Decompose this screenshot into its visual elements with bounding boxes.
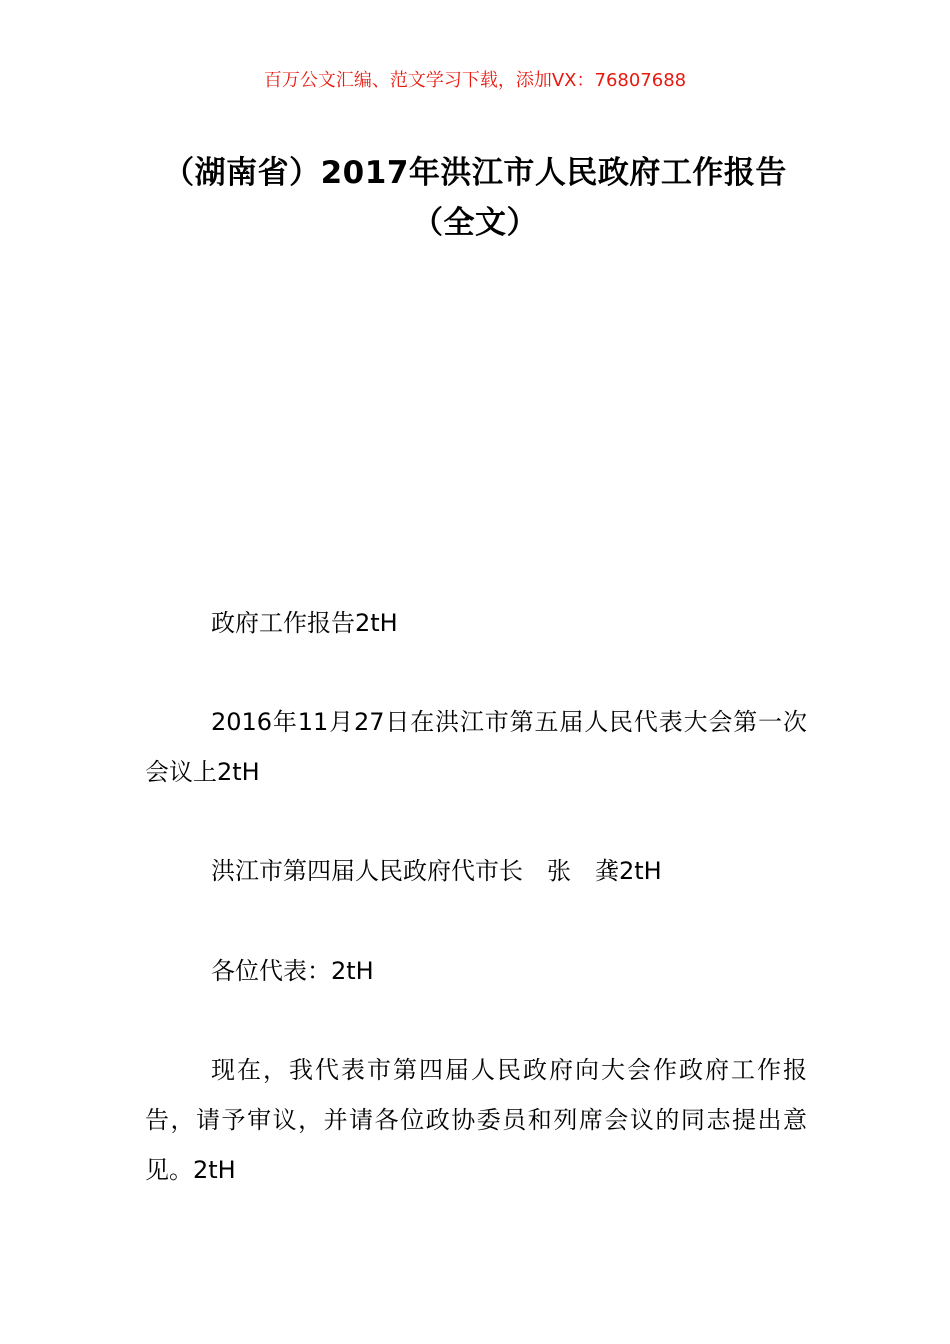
paragraph-report-heading: 政府工作报告2tH [211,609,398,637]
paragraph-opening: 现在，我代表市第四届人民政府向大会作政府工作报告，请予审议，并请各位政协委员和列席会议的同志提出意见。2tH [145,1056,807,1184]
paragraph-salutation: 各位代表：2tH [211,957,374,985]
paragraph-meeting-date: 2016年11月27日在洪江市第五届人民代表大会第一次会议上2tH [145,708,807,786]
paragraph-speaker: 洪江市第四届人民政府代市长 张 龚2tH [211,857,662,885]
header-watermark-note: 百万公文汇编、范文学习下载，添加VX：76807688 [263,70,687,91]
page-title: （湖南省）2017年洪江市人民政府工作报告（全文） [163,155,787,241]
